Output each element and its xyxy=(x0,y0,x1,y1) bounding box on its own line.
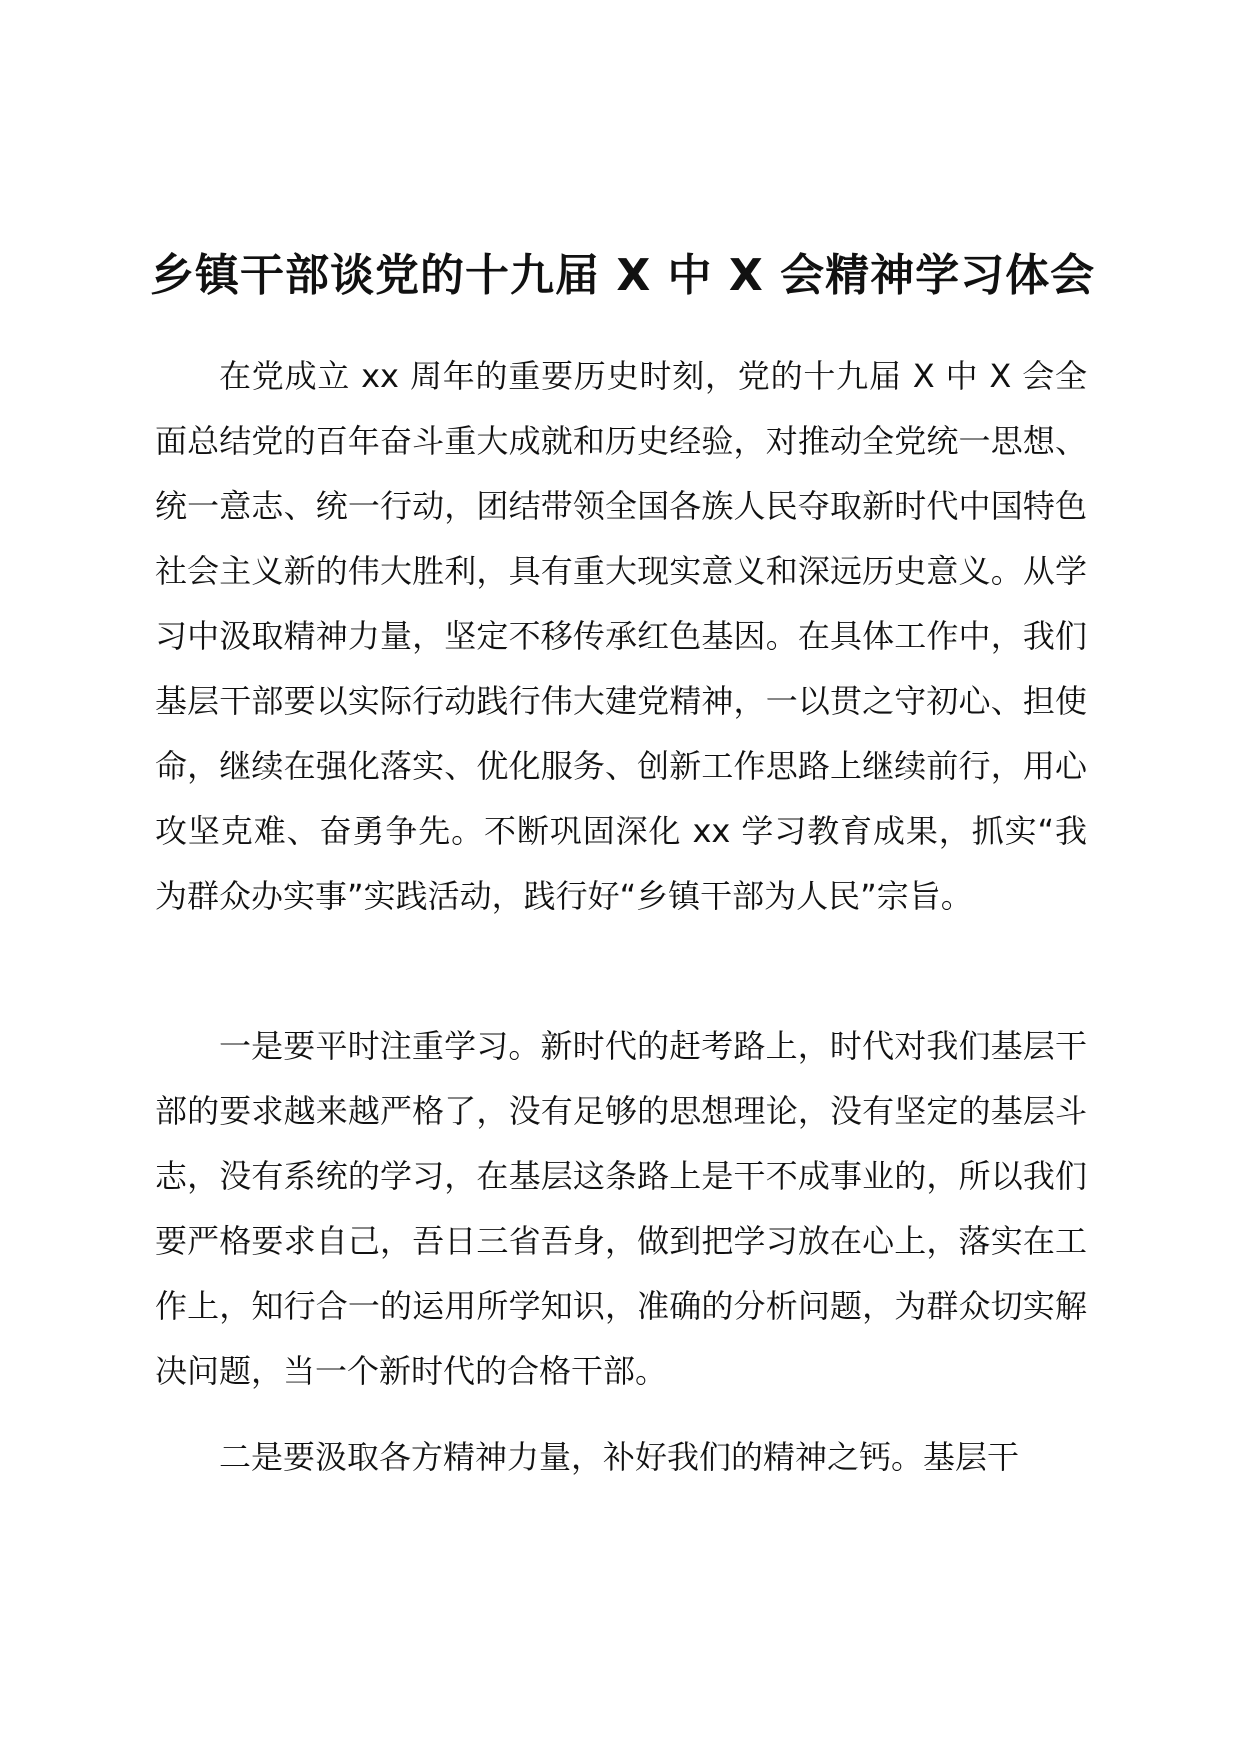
paragraph-spirit: 二是要汲取各方精神力量，补好我们的精神之钙。基层干 xyxy=(219,1438,1020,1476)
paragraph-intro: 在党成立 xx 周年的重要历史时刻，党的十九届 X 中 X 会全面总结党的百年奋斗重大成就和历史经验，对推动全党统一思想、统一意志、统一行动，团结带领全国各族人民夺取新时代中国特色社会主义新的伟大胜利，具有重大现实意义和深远历史意义。从学习中汲取精神力量，坚定不移传承红色基因。在具体工作中，我们基层干部要以实际行动践行伟大建党精神，一以贯之守初心、担使命，继续在强化落实、优化服务、创新工作思路上继续前行，用心攻坚克难、奋勇争先。不断巩固深化 xx 学习教育成果，抓实“我为群众办实事”实践活动，践行好“乡镇干部为人民”宗旨。 xyxy=(155,357,1087,915)
document-title: 乡镇干部谈党的十九届 X 中 X 会精神学习体会 xyxy=(150,250,1096,301)
paragraph-study: 一是要平时注重学习。新时代的赶考路上，时代对我们基层干部的要求越来越严格了，没有足够的思想理论，没有坚定的基层斗志，没有系统的学习，在基层这条路上是干不成事业的，所以我们要严格要求自己，吾日三省吾身，做到把学习放在心上，落实在工作上，知行合一的运用所学知识，准确的分析问题，为群众切实解决问题，当一个新时代的合格干部。 xyxy=(155,1027,1087,1390)
